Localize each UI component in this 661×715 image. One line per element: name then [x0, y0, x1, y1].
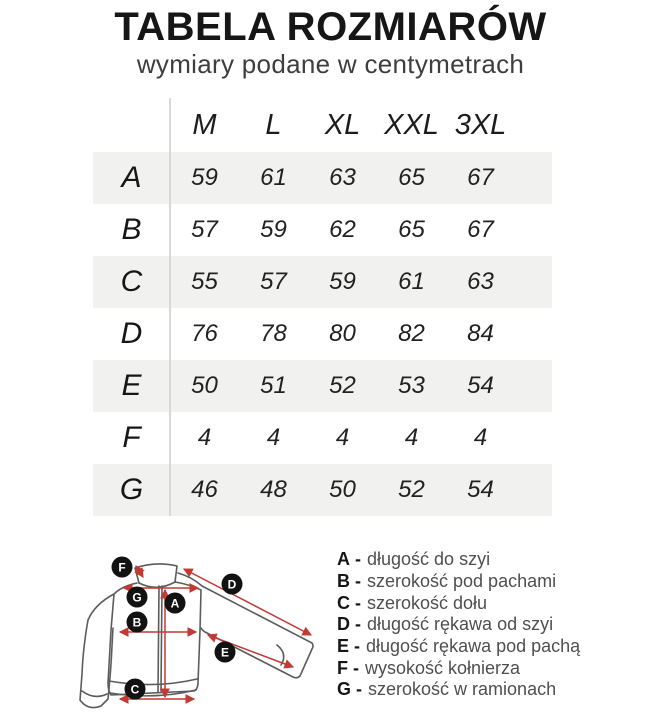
legend-item-b [337, 571, 580, 593]
cell-value: 55 [191, 268, 218, 295]
legend-text: długość rękawa pod pachą [366, 636, 581, 657]
legend-separator: - [354, 636, 361, 657]
badge-d-label: D [227, 577, 237, 592]
legend-letter: A [337, 549, 350, 570]
table-column-divider [169, 98, 171, 516]
cell-value: 59 [260, 216, 287, 243]
table-row-e [93, 360, 552, 412]
cell-value: 61 [260, 164, 287, 191]
badge-a-label: A [170, 596, 180, 611]
legend-item-d [337, 614, 580, 636]
column-header-m: M [192, 108, 217, 141]
page-subtitle: wymiary podane w centymetrach [136, 49, 525, 79]
size-table [93, 98, 552, 516]
legend-letter: D [337, 614, 350, 635]
cell-value: 54 [467, 476, 494, 503]
row-label: B [121, 213, 142, 246]
column-header-xl: XL [324, 108, 361, 141]
legend-letter: E [337, 636, 350, 657]
badge-c-label: C [130, 682, 140, 697]
legend-letter: G [337, 679, 352, 700]
cell-value: 51 [260, 372, 287, 399]
measurement-legend [337, 549, 580, 701]
table-row-a [93, 152, 552, 204]
cell-value: 57 [260, 268, 287, 295]
jacket-measurement-diagram [55, 552, 340, 715]
cell-value: 53 [398, 372, 425, 399]
column-header-l: L [265, 108, 282, 141]
row-label: A [121, 161, 142, 194]
page-title: TABELA ROZMIARÓW [114, 5, 547, 49]
cell-value: 57 [191, 216, 218, 243]
legend-item-g [337, 679, 580, 701]
cell-value: 4 [266, 424, 281, 451]
cell-value: 67 [467, 164, 494, 191]
cell-value: 63 [467, 268, 494, 295]
legend-text: szerokość pod pachami [367, 571, 557, 592]
cell-value: 54 [467, 372, 494, 399]
badge-f-label: F [118, 560, 126, 575]
size-table-header-row [93, 98, 552, 152]
cell-value: 48 [260, 476, 287, 503]
legend-text: szerokość w ramionach [368, 679, 557, 700]
row-label: G [119, 473, 144, 506]
legend-letter: B [337, 571, 350, 592]
cell-value: 78 [260, 320, 287, 347]
legend-separator: - [356, 679, 363, 700]
cell-value: 80 [329, 320, 356, 347]
legend-text: długość do szyi [367, 549, 491, 570]
cell-value: 61 [398, 268, 425, 295]
legend-text: szerokość dołu [367, 592, 488, 613]
table-row-g [93, 464, 552, 516]
table-row-b [93, 204, 552, 256]
legend-text: długość rękawa od szyi [367, 614, 554, 635]
cell-value: 50 [191, 372, 218, 399]
legend-item-f [337, 657, 580, 679]
cell-value: 4 [197, 424, 212, 451]
legend-separator: - [353, 657, 359, 678]
cell-value: 59 [191, 164, 218, 191]
cell-value: 65 [398, 164, 425, 191]
cell-value: 52 [398, 476, 425, 503]
arrow-d [184, 569, 311, 635]
cell-value: 59 [329, 268, 356, 295]
badge-g-label: G [132, 590, 142, 605]
badge-e-label: E [220, 645, 230, 660]
badge-b-label: B [132, 615, 142, 630]
legend-item-a [337, 549, 580, 571]
cell-value: 65 [398, 216, 425, 243]
legend-letter: C [337, 592, 350, 613]
legend-item-e [337, 636, 580, 658]
cell-value: 76 [191, 320, 218, 347]
legend-letter: F [337, 657, 348, 678]
table-row-f [93, 412, 552, 464]
cell-value: 52 [329, 372, 356, 399]
row-label: C [120, 265, 143, 298]
legend-text: wysokość kołnierza [365, 657, 521, 678]
cell-value: 46 [191, 476, 218, 503]
cell-value: 84 [467, 320, 494, 347]
legend-separator: - [355, 549, 361, 570]
legend-separator: - [355, 571, 361, 592]
jacket-outline [80, 564, 313, 708]
cell-value: 82 [398, 320, 425, 347]
legend-item-c [337, 592, 580, 614]
table-row-c [93, 256, 552, 308]
legend-separator: - [355, 592, 361, 613]
row-label: F [122, 421, 141, 454]
table-row-d [93, 308, 552, 360]
cell-value: 67 [467, 216, 494, 243]
legend-separator: - [355, 614, 361, 635]
row-label: D [120, 317, 143, 350]
column-header-3xl: 3XL [454, 108, 507, 141]
cell-value: 50 [329, 476, 356, 503]
heading [0, 6, 661, 80]
measurement-badges [112, 557, 243, 700]
cell-value: 4 [335, 424, 350, 451]
cell-value: 4 [473, 424, 488, 451]
cell-value: 63 [329, 164, 356, 191]
cell-value: 4 [404, 424, 419, 451]
row-label: E [121, 369, 142, 402]
cell-value: 62 [329, 216, 356, 243]
column-header-xxl: XXL [384, 108, 439, 141]
